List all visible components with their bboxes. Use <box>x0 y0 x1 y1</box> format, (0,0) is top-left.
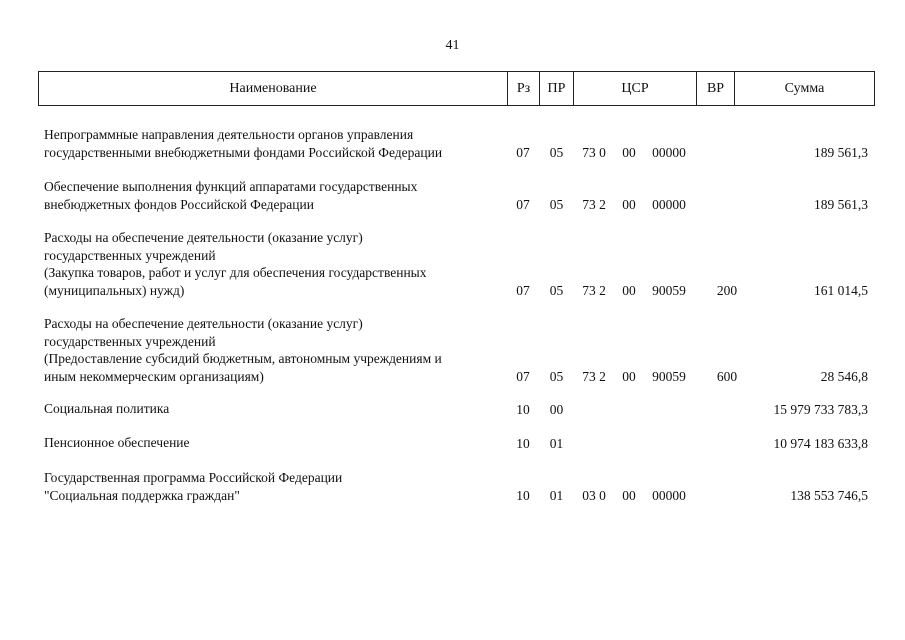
row-sum: 189 561,3 <box>814 144 868 160</box>
row-csr-subprogram: 00 <box>622 196 636 212</box>
row-csr-subprogram: 00 <box>622 368 636 384</box>
header-vr: ВР <box>697 72 735 106</box>
row-name: Расходы на обеспечение деятельности (оказание услуг) государственных учреждений (Закупка товаров, работ и услуг для обеспечения государственных (муниципальных) нужд) <box>44 230 427 298</box>
row-csr-direction: 00000 <box>652 487 686 503</box>
table-header <box>38 71 875 106</box>
row-sum: 138 553 746,5 <box>790 487 868 503</box>
row-csr-program: 73 2 <box>582 282 606 298</box>
row-pr: 01 <box>549 487 564 503</box>
row-sum: 10 974 183 633,8 <box>773 435 868 451</box>
row-name: Пенсионное обеспечение <box>44 435 190 450</box>
header-name: Наименование <box>39 72 508 106</box>
row-name: Расходы на обеспечение деятельности (оказание услуг) государственных учреждений (Предоставление субсидий бюджетным, автономным учреждениям и иным некоммерческим организациям) <box>44 316 442 384</box>
row-csr-program: 03 0 <box>582 487 606 503</box>
row-csr-direction: 00000 <box>652 144 686 160</box>
row-name: Социальная политика <box>44 401 170 416</box>
table-row <box>38 434 874 452</box>
row-rz: 10 <box>516 435 530 451</box>
table-row <box>38 229 874 299</box>
row-rz: 10 <box>516 487 530 503</box>
row-csr-subprogram: 00 <box>622 487 636 503</box>
header-pr: ПР <box>540 72 574 106</box>
table-row <box>38 178 874 213</box>
row-sum: 15 979 733 783,3 <box>773 401 868 417</box>
row-pr: 05 <box>549 368 564 384</box>
row-csr-direction: 00000 <box>652 196 686 212</box>
table-row <box>38 469 874 504</box>
row-sum: 161 014,5 <box>814 282 868 298</box>
row-rz: 07 <box>516 144 530 160</box>
row-name: Непрограммные направления деятельности органов управления государственными внебюджетными фондами Российской Федерации <box>44 127 443 160</box>
row-rz: 07 <box>516 282 530 298</box>
page-number: 41 <box>445 38 460 53</box>
row-vr: 200 <box>716 282 738 298</box>
row-csr-program: 73 2 <box>582 196 606 212</box>
row-pr: 05 <box>549 282 564 298</box>
row-csr-program: 73 2 <box>582 368 606 384</box>
row-name: Обеспечение выполнения функций аппаратами государственных внебюджетных фондов Российской Федерации <box>44 179 418 212</box>
row-csr-subprogram: 00 <box>622 282 636 298</box>
table-row <box>38 315 874 385</box>
row-csr-subprogram: 00 <box>622 144 636 160</box>
header-sum: Сумма <box>735 72 875 106</box>
header-csr: ЦСР <box>574 72 697 106</box>
row-rz: 10 <box>516 401 530 417</box>
row-csr-direction: 90059 <box>652 368 686 384</box>
row-csr-direction: 90059 <box>652 282 686 298</box>
row-rz: 07 <box>516 368 530 384</box>
row-pr: 05 <box>549 196 564 212</box>
row-vr: 600 <box>716 368 738 384</box>
row-csr-program: 73 0 <box>582 144 606 160</box>
row-sum: 28 546,8 <box>820 368 868 384</box>
row-pr: 00 <box>549 401 564 417</box>
row-name: Государственная программа Российской Федерации "Социальная поддержка граждан" <box>44 470 343 503</box>
row-sum: 189 561,3 <box>814 196 868 212</box>
table-row <box>38 400 874 418</box>
row-pr: 01 <box>549 435 564 451</box>
table-row <box>38 126 874 161</box>
header-rz: Рз <box>508 72 540 106</box>
row-pr: 05 <box>549 144 564 160</box>
row-rz: 07 <box>516 196 530 212</box>
